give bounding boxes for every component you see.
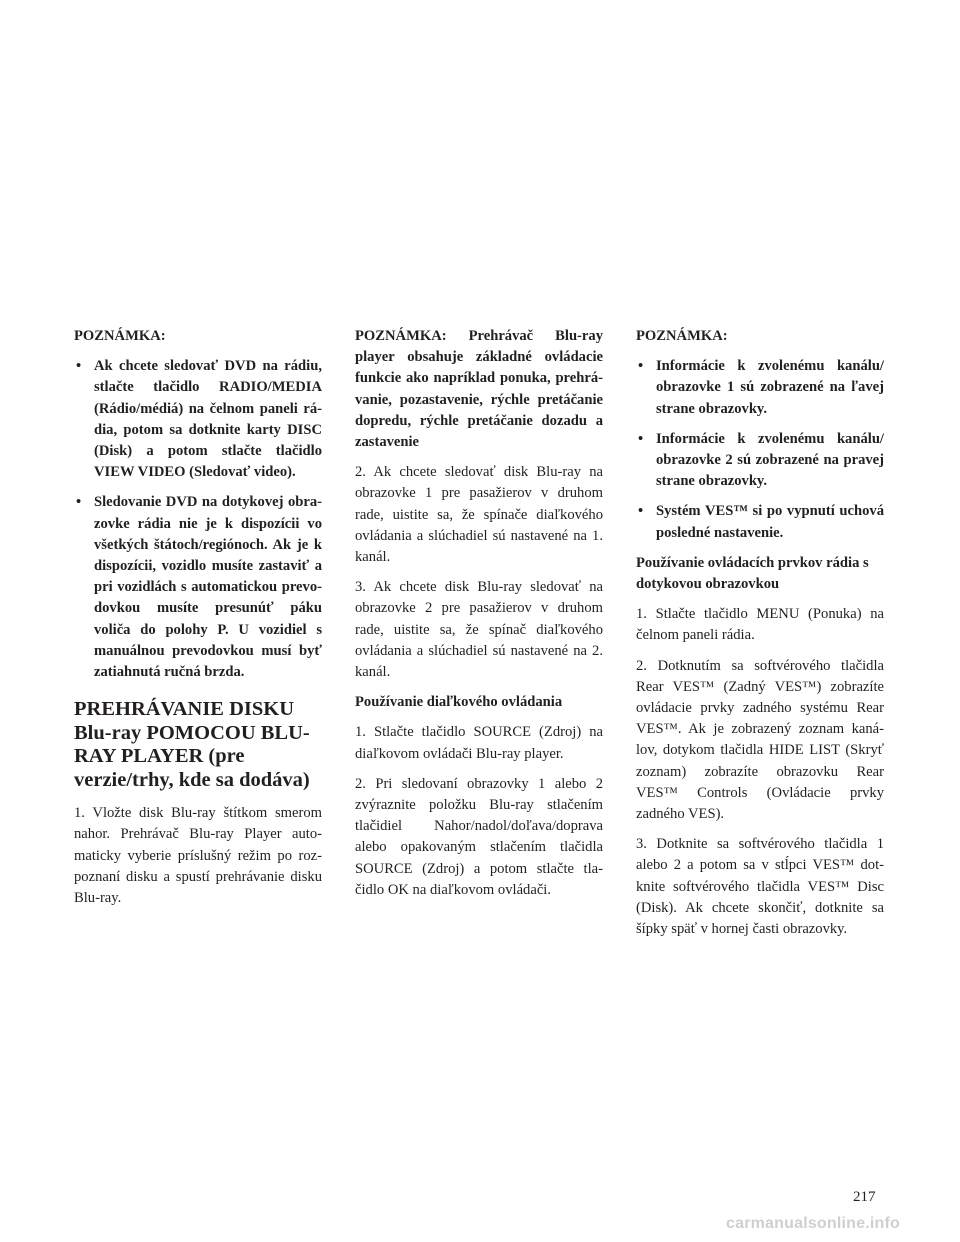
- note-bullet: • Sledovanie DVD na dotykovej obra- zovke rádia nie je k dispozícii vo všetkých štátoch/regiónoch. Ak je k dispozícii, vozidlo musíte zastaviť a pri vozidlách s automatickou prevo- dovkou musíte presunúť páku voliča do polohy P. U vozidiel s manuálnou prevodovkou musí byť zatiahnutá ručná brzda.: [76, 494, 322, 681]
- subheading: Používanie diaľkového ovládania: [355, 694, 563, 711]
- note-bullet: • Informácie k zvolenému kanálu/ obrazovke 1 sú zobrazené na ľavej strane obrazovky.: [638, 358, 884, 417]
- paragraph: 1. Stlačte tlačidlo MENU (Ponuka) na čelnom paneli rádia.: [636, 606, 884, 644]
- note-label: POZNÁMKA:: [74, 328, 166, 344]
- paragraph: 2. Dotknutím sa softvérového tlačidla Rear VES™ (Zadný VES™) zobrazíte ovládacie prvky zadného systému Rear VES™. Ak je zobrazený zoznam kaná- lov, dotykom tlačidla HIDE LIST (Skryť zoznam) zobrazíte obrazovku Rear VES™ Controls (Ovládacie prvky zadného VES).: [636, 657, 884, 823]
- column-right: [636, 326, 884, 949]
- bullet-icon: •: [638, 430, 644, 447]
- note-bullet: • Informácie k zvolenému kanálu/ obrazovke 2 sú zobrazené na pravej strane obrazovky.: [638, 430, 884, 490]
- bullet-icon: •: [76, 358, 82, 375]
- note-bullet-list: [636, 356, 884, 544]
- paragraph: 1. Stlačte tlačidlo SOURCE (Zdroj) na diaľkovom ovládači Blu-ray player.: [355, 724, 603, 762]
- note-label: POZNÁMKA:: [636, 328, 728, 344]
- paragraph: 2. Pri sledovaní obrazovky 1 alebo 2 zvýraznite položku Blu-ray stlačením tlačidiel Nahor/nadol/doľava/doprava alebo opakovaným stlačením tlačidla SOURCE (Zdroj) a potom stlačte tla- čidlo OK na diaľkovom ovládači.: [355, 775, 603, 898]
- column-middle: [355, 326, 603, 910]
- note-bullet: • Ak chcete sledovať DVD na rádiu, stlačte tlačidlo RADIO/MEDIA (Rádio/médiá) na čelnom paneli rá- dia, potom sa dotknite karty DISC (Disk) a potom stlačte tlačidlo VIEW VIDEO (Sledovať video).: [76, 358, 322, 481]
- bullet-icon: •: [638, 503, 644, 520]
- column-left: [74, 326, 322, 918]
- paragraph: 3. Dotknite sa softvérového tlačidla 1 alebo 2 a potom sa v stĺpci VES™ dot- knite softvérového tlačidla VES™ Disc (Disk). Ak chcete skončiť, dotknite sa šípky späť v hornej časti obrazovky.: [636, 836, 884, 938]
- paragraph: 1. Vložte disk Blu-ray štítkom smerom nahor. Prehrávač Blu-ray Player auto- maticky vyberie príslušný režim po roz- poznaní disku a spustí prehrávanie disku Blu-ray.: [74, 805, 322, 907]
- watermark-text: carmanualsonline.info: [726, 1215, 901, 1232]
- paragraph: 2. Ak chcete sledovať disk Blu-ray na obrazovke 1 pre pasažierov v druhom rade, uistite sa, že spínače diaľkového ovládania a slúchadiel sú nastavené na 1. kanál.: [355, 464, 603, 566]
- paragraph: 3. Ak chcete disk Blu-ray sledovať na obrazovke 2 pre pasažierov v druhom rade, uistite sa, že spínač diaľkového ovládania a slúchadiel sú nastavené na 2. kanál.: [355, 579, 603, 681]
- subheading: Používanie ovládacích prvkov rádia s dotykovou obrazovkou: [636, 554, 869, 593]
- bullet-icon: •: [638, 358, 644, 375]
- note-bullet: • Systém VES™ si po vypnutí uchová posledné nastavenie.: [638, 503, 884, 541]
- note-bullet-list: [74, 356, 322, 683]
- page-number: 217: [853, 1189, 876, 1205]
- bullet-icon: •: [76, 494, 82, 511]
- section-title: PREHRÁVANIE DISKU Blu-ray POMOCOU BLU-RAY PLAYER (pre verzie/trhy, kde sa dodáva): [74, 698, 310, 791]
- note-paragraph: POZNÁMKA: Prehrávač Blu-ray player obsahuje základné ovládacie funkcie ako napríklad ponuka, prehrá- vanie, pozastavenie, rýchle pretáčanie dopredu, rýchle pretáčanie dozadu a zastavenie: [355, 328, 603, 451]
